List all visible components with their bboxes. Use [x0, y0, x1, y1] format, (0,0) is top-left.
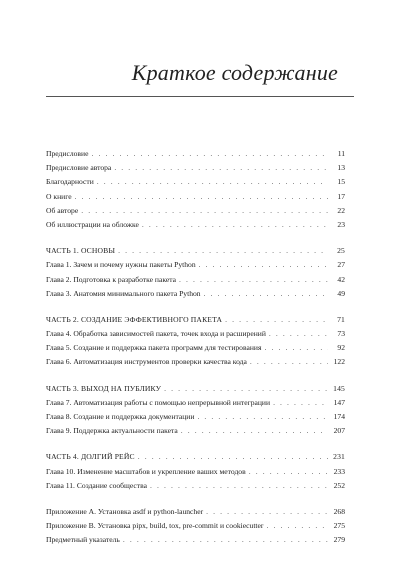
toc-entry[interactable]	[46, 398, 345, 412]
toc-entry-page: 25	[337, 246, 345, 256]
leader-dots	[97, 177, 328, 186]
toc-entry-page: 207	[333, 426, 345, 436]
toc-entry-label: Глава 7. Автоматизация работы с помощью непрерывной интеграции	[46, 397, 271, 407]
toc-entry[interactable]	[46, 289, 345, 303]
toc-entry[interactable]	[46, 521, 345, 535]
group-spacer	[46, 440, 345, 452]
toc-entry-label: Предисловие	[46, 149, 89, 158]
toc-entry-page: 42	[337, 274, 345, 284]
toc-entry-page: 275	[333, 521, 345, 531]
toc-entry-label: ЧАСТЬ 3. ВЫХОД НА ПУБЛИКУ	[46, 383, 162, 393]
toc-entry[interactable]	[46, 507, 345, 521]
toc-entry-page: 71	[337, 314, 345, 324]
toc-part-heading[interactable]	[46, 384, 345, 398]
toc-entry[interactable]	[46, 535, 345, 549]
toc-entry-page: 17	[337, 191, 345, 201]
toc-entry[interactable]	[46, 149, 345, 163]
toc-part-heading[interactable]	[46, 452, 345, 466]
toc-entry-page: 268	[333, 506, 345, 516]
leader-dots	[197, 412, 328, 421]
toc-entry-label: Приложение А. Установка asdf и python-launcher	[46, 506, 204, 516]
toc-group-part-1	[46, 246, 345, 303]
toc-group-appendices	[46, 507, 345, 550]
leader-dots	[179, 275, 328, 284]
leader-dots	[264, 343, 328, 352]
toc-entry-label: Глава 10. Изменение масштабов и укрепление ваших методов	[46, 466, 246, 476]
leader-dots	[75, 192, 328, 201]
toc-entry[interactable]	[46, 275, 345, 289]
toc-entry-page: 92	[337, 343, 345, 353]
page-title: Краткое содержание	[131, 60, 338, 85]
toc-group-part-3	[46, 384, 345, 441]
toc-entry-label: ЧАСТЬ 4. ДОЛГИЙ РЕЙС	[46, 452, 135, 462]
toc-entry-label: Благодарности	[46, 177, 94, 187]
toc-entry[interactable]	[46, 467, 345, 481]
toc-entry-label: О книге	[46, 191, 72, 201]
leader-dots	[273, 398, 328, 407]
toc-entry-page: 11	[337, 149, 345, 158]
toc-entry-label: Глава 3. Анатомия минимального пакета Python	[46, 288, 201, 298]
toc-entry-label: Глава 9. Поддержка актуальности пакета	[46, 426, 178, 436]
toc-entry-page: 147	[333, 397, 345, 407]
toc-entry-label: Глава 4. Обработка зависимостей пакета, точек входа и расширений	[46, 329, 266, 339]
toc-entry-page: 22	[337, 205, 345, 215]
toc-group-front-matter	[46, 149, 345, 234]
leader-dots	[269, 329, 328, 338]
toc-entry[interactable]	[46, 206, 345, 220]
leader-dots	[266, 521, 328, 530]
toc-entry[interactable]	[46, 357, 345, 371]
group-spacer	[46, 495, 345, 507]
leader-dots	[142, 220, 328, 229]
leader-dots	[123, 535, 328, 544]
toc-entry-page: 73	[337, 329, 345, 339]
leader-dots	[138, 452, 328, 461]
leader-dots	[249, 467, 328, 476]
toc-entry-label: Глава 6. Автоматизация инструментов проверки качества кода	[46, 357, 247, 367]
leader-dots	[204, 289, 328, 298]
toc-part-heading[interactable]	[46, 315, 345, 329]
leader-dots	[150, 481, 328, 490]
toc-entry[interactable]	[46, 412, 345, 426]
toc-entry-label: Предисловие автора	[46, 163, 112, 173]
toc-entry-label: ЧАСТЬ 2. СОЗДАНИЕ ЭФФЕКТИВНОГО ПАКЕТА	[46, 314, 223, 324]
toc-group-part-4	[46, 452, 345, 495]
toc-entry-label: Об авторе	[46, 205, 79, 215]
toc-entry-label: Приложение В. Установка pipx, build, tox, pre-commit и cookiecutter	[46, 521, 264, 531]
toc-entry[interactable]	[46, 260, 345, 274]
toc-entry-page: 233	[333, 466, 345, 476]
toc-entry-label: Глава 1. Зачем и почему нужны пакеты Python	[46, 260, 196, 270]
leader-dots	[114, 163, 328, 172]
toc-entry-page: 279	[333, 535, 345, 545]
toc-entry-page: 23	[337, 219, 345, 229]
group-spacer	[46, 234, 345, 246]
leader-dots	[118, 246, 328, 255]
leader-dots	[81, 206, 328, 215]
toc-entry-page: 49	[337, 288, 345, 298]
toc-entry-page: 252	[333, 480, 345, 490]
leader-dots	[250, 357, 328, 366]
title-underline	[46, 96, 354, 97]
toc-entry[interactable]	[46, 329, 345, 343]
toc-entry-page: 145	[333, 383, 345, 393]
leader-dots	[164, 384, 328, 393]
group-spacer	[46, 372, 345, 384]
toc-entry-page: 15	[337, 177, 345, 187]
toc-entry-label: ЧАСТЬ 1. ОСНОВЫ	[46, 246, 116, 256]
table-of-contents	[46, 149, 345, 550]
toc-entry-page: 122	[333, 357, 345, 367]
toc-entry-page: 13	[337, 163, 345, 173]
toc-entry-label: Глава 8. Создание и поддержка документации	[46, 412, 195, 421]
toc-entry[interactable]	[46, 426, 345, 440]
toc-entry[interactable]	[46, 192, 345, 206]
leader-dots	[225, 315, 328, 324]
toc-entry[interactable]	[46, 481, 345, 495]
toc-part-heading[interactable]	[46, 246, 345, 260]
leader-dots	[199, 260, 328, 269]
toc-entry[interactable]	[46, 177, 345, 191]
toc-entry-label: Глава 5. Создание и поддержка пакета программ для тестирования	[46, 343, 262, 353]
toc-entry-label: Об иллюстрации на обложке	[46, 219, 139, 229]
group-spacer	[46, 303, 345, 315]
toc-entry-label: Глава 11. Создание сообщества	[46, 480, 147, 490]
toc-entry[interactable]	[46, 163, 345, 177]
toc-entry[interactable]	[46, 220, 345, 234]
toc-entry-page: 174	[333, 412, 345, 421]
leader-dots	[206, 507, 328, 516]
toc-entry-page: 27	[337, 260, 345, 270]
toc-entry-page: 231	[333, 452, 345, 462]
leader-dots	[181, 426, 328, 435]
toc-entry-label: Глава 2. Подготовка к разработке пакета	[46, 274, 176, 284]
leader-dots	[91, 149, 328, 158]
toc-entry-label: Предметный указатель	[46, 535, 120, 545]
toc-group-part-2	[46, 315, 345, 372]
toc-entry[interactable]	[46, 343, 345, 357]
